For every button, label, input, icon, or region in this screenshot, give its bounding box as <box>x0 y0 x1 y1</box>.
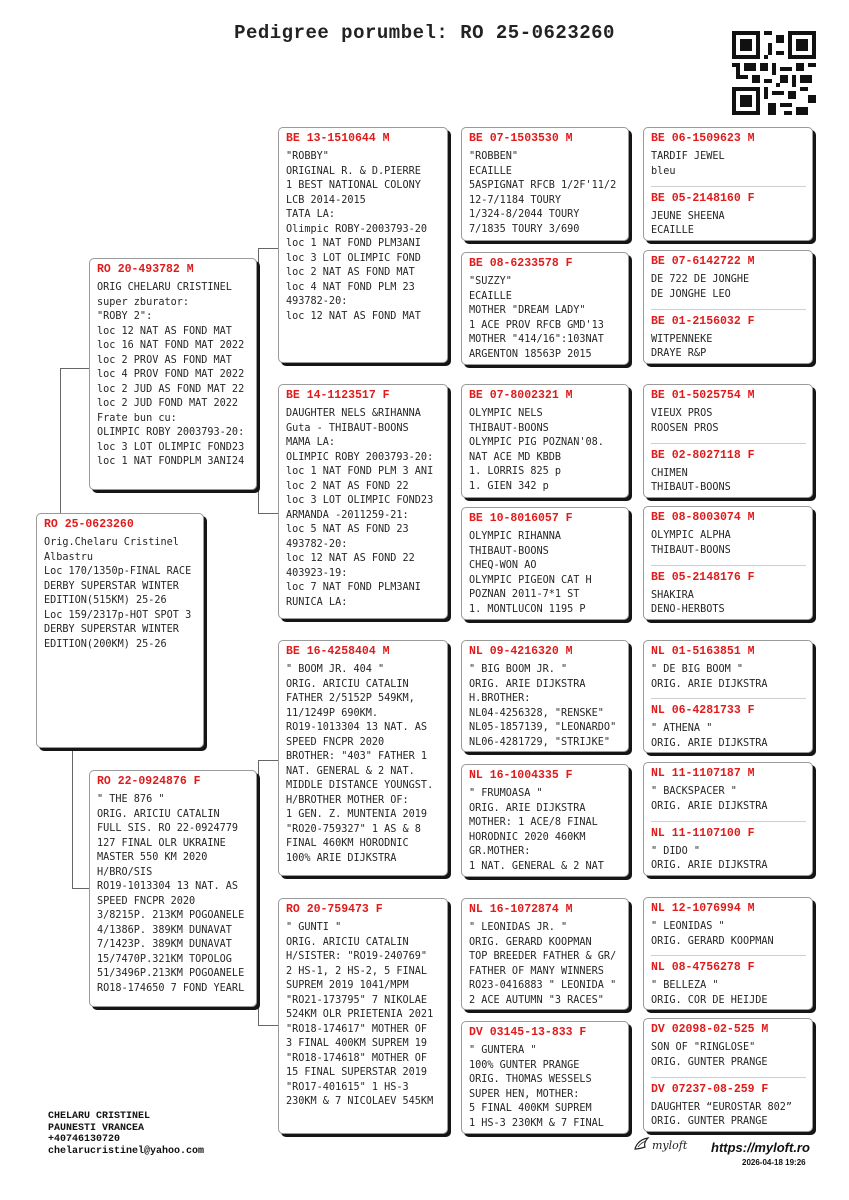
info-line: 2 HS-1, 2 HS-2, 5 FINAL <box>286 965 428 977</box>
info-line: ORIG. COR DE HEIJDE <box>651 994 768 1006</box>
info-line: H/SISTER: "RO19-240769" <box>286 951 428 962</box>
great-grandparent-card <box>461 384 629 498</box>
great-grandparent-card <box>461 898 629 1010</box>
info-line: loc 2 JUD FOND MAT 2022 <box>97 398 239 409</box>
info-line: MASTER 550 KM 2020 <box>97 852 208 863</box>
info-line: " THE 876 " <box>97 794 165 805</box>
info-line: TOP BREEDER FATHER & GR/ <box>469 951 617 962</box>
info-line: RO23-0416883 " LEONIDA " <box>469 980 617 991</box>
info-line: 1. GIEN 342 p <box>469 480 549 492</box>
qr-code-icon <box>732 31 816 115</box>
info-line: loc 3 LOT OLIMPIC FOND23 <box>97 441 245 453</box>
info-line: loc 1 NAT FONDPLM 3ANI24 <box>97 456 245 467</box>
info-line: 230KM & 7 NICOLAEV 545KM <box>286 1096 434 1107</box>
ring-id: NL 08-4756278 F <box>651 961 755 974</box>
info-line: " LEONIDAS JR. " <box>469 922 568 933</box>
info-line: loc 2 JUD AS FOND MAT 22 <box>97 383 245 395</box>
ancestor-pair-card <box>643 1018 813 1132</box>
info-line: SHAKIRA <box>651 589 694 601</box>
info-line: POZNAN 2011-7*1 ST <box>469 589 580 600</box>
ring-id: BE 08-6233578 F <box>469 257 573 270</box>
info-line: NL05-1857139, "LEONARDO" <box>469 722 617 733</box>
connector-line <box>258 1025 278 1026</box>
info-line: NL04-4256328, "RENSKE" <box>469 707 604 719</box>
great-grandparent-card <box>461 1021 629 1134</box>
info-line: OLYMPIC PIG POZNAN'08. <box>469 437 604 448</box>
owner-name: CHELARU CRISTINEL <box>48 1111 151 1122</box>
info-line: ECAILLE <box>651 225 694 236</box>
subject-card <box>36 513 204 748</box>
info-line: "RO18-174618" MOTHER OF <box>286 1052 428 1064</box>
info-line: " DE BIG BOOM " <box>651 664 744 675</box>
ring-id: BE 06-1509623 M <box>651 132 755 145</box>
owner-email: chelarucristinel@yahoo.com <box>48 1145 205 1157</box>
info-line: MIDDLE DISTANCE YOUNGST. <box>286 780 434 791</box>
info-line: ORIG CHELARU CRISTINEL <box>97 282 232 293</box>
info-line: loc 1 NAT FOND PLM 3 ANI <box>286 466 434 477</box>
ancestor-pair-card <box>643 250 813 364</box>
connector-line <box>258 760 259 1025</box>
info-line: BROTHER: "403" FATHER 1 <box>286 751 428 762</box>
info-line: OLIMPIC ROBY 2003793-20: <box>286 451 434 463</box>
info-line: Guta - THIBAUT-BOONS <box>286 422 409 434</box>
info-line: ORIG. GERARD KOOPMAN <box>469 936 592 948</box>
brand-logo-text: myloft <box>652 1139 688 1152</box>
info-line: NAT ACE MD KBDB <box>469 451 562 463</box>
info-line: loc 5 NAT AS FOND 23 <box>286 524 409 535</box>
ring-id: NL 01-5163851 M <box>651 645 755 658</box>
connector-line <box>258 760 278 761</box>
info-line: MAMA LA: <box>286 437 336 448</box>
info-line: DRAYE R&P <box>651 348 707 359</box>
info-line: CHIMEN <box>651 467 688 479</box>
owner-location: PAUNESTI VRANCEA <box>48 1122 145 1134</box>
grandparent-card <box>278 640 448 876</box>
info-line: THIBAUT-BOONS <box>469 422 549 434</box>
info-line: DAUGHTER NELS &RIHANNA <box>286 408 421 419</box>
info-line: DE JONGHE LEO <box>651 288 731 300</box>
info-line: MOTHER "DREAM LADY" <box>469 305 586 316</box>
great-grandparent-card <box>461 507 629 620</box>
info-line: 2 ACE AUTUMN "3 RACES" <box>469 994 604 1006</box>
info-line: loc 4 PROV FOND MAT 2022 <box>97 369 245 380</box>
info-line: NL06-4281729, "STRIJKE" <box>469 736 611 748</box>
page-title: Pedigree porumbel: RO 25-0623260 <box>234 22 615 44</box>
info-line: ORIG. ARIE DIJKSTRA <box>651 800 768 812</box>
info-line: OLYMPIC RIHANNA <box>469 531 562 542</box>
info-line: 1/324-8/2044 TOURY <box>469 209 580 220</box>
ring-id: DV 03145-13-833 F <box>469 1026 587 1039</box>
info-line: " BELLEZA " <box>651 980 719 991</box>
ring-id: RO 25-0623260 <box>44 518 134 531</box>
info-line: loc 3 LOT OLIMPIC FOND23 <box>286 495 434 506</box>
ring-id: DV 07237-08-259 F <box>651 1082 769 1096</box>
info-line: SUPER HEN, MOTHER: <box>469 1088 580 1100</box>
ancestor-pair-card <box>643 506 813 620</box>
info-line: ORIG. GUNTER PRANGE <box>651 1056 768 1068</box>
info-line: GR.MOTHER: <box>469 846 531 857</box>
info-line: DAUGHTER “EUROSTAR 802” <box>651 1101 793 1113</box>
info-line: EDITION(200KM) 25-26 <box>44 638 167 650</box>
info-line: 1. MONTLUCON 1195 P <box>469 603 586 615</box>
info-line: loc 12 NAT AS FOND 22 <box>286 553 415 564</box>
info-line: Albastru <box>44 551 94 563</box>
info-line: super zburator: <box>97 296 190 308</box>
info-line: " FRUMOASA " <box>469 788 543 799</box>
ring-id: RO 22-0924876 F <box>97 775 201 788</box>
info-line: 5 FINAL 400KM SUPREM <box>469 1103 592 1114</box>
info-line: Olimpic ROBY-2003793-20 <box>286 223 428 235</box>
info-line: "RO20-759327" 1 AS & 8 <box>286 823 421 835</box>
owner-phone: +40746130720 <box>48 1134 121 1145</box>
info-line: ORIG. GERARD KOOPMAN <box>651 935 774 947</box>
info-line: 1 NAT. GENERAL & 2 NAT <box>469 860 604 872</box>
info-line: H.BROTHER: <box>469 693 531 704</box>
info-line: "RO18-174617" MOTHER OF <box>286 1023 428 1035</box>
ring-id: NL 16-1004335 F <box>469 769 573 782</box>
info-line: SPEED FNCPR 2020 <box>286 736 385 748</box>
info-line: 127 FINAL OLR UKRAINE <box>97 837 226 849</box>
info-line: " DIDO " <box>651 845 701 857</box>
info-line: RO18-174650 7 FOND YEARL <box>97 982 245 994</box>
connector-line <box>72 888 90 889</box>
info-line: FULL SIS. RO 22-0924779 <box>97 823 239 834</box>
info-line: 3 FINAL 400KM SUPREM 19 <box>286 1038 428 1049</box>
brand-url[interactable]: https://myloft.ro <box>711 1140 810 1155</box>
info-line: TARDIF JEWEL <box>651 151 725 162</box>
info-line: " GUNTERA " <box>469 1045 537 1056</box>
info-line: "RO21-173795" 7 NIKOLAE <box>286 994 428 1006</box>
grandparent-card <box>278 898 448 1134</box>
connector-line <box>258 248 259 513</box>
info-line: RO19-1013304 13 NAT. AS <box>97 881 239 892</box>
info-line: Loc 170/1350p-FINAL RACE <box>44 566 192 577</box>
info-line: ORIG. ARIE DIJKSTRA <box>469 678 586 690</box>
info-line: loc 2 PROV AS FOND MAT <box>97 354 232 366</box>
owner-contact <box>48 1111 204 1157</box>
ring-id: BE 05-2148160 F <box>651 191 755 205</box>
info-line: 493782-20: <box>286 296 348 307</box>
info-line: FATHER 2/5152P 549KM, <box>286 693 415 704</box>
ring-id: RO 20-493782 M <box>97 263 194 276</box>
info-line: " GUNTI " <box>286 922 342 933</box>
info-line: VIEUX PROS <box>651 408 713 419</box>
ring-id: RO 20-759473 F <box>286 903 383 916</box>
info-line: 1 BEST NATIONAL COLONY <box>286 180 421 191</box>
ring-id: BE 01-2156032 F <box>651 314 755 328</box>
info-line: loc 12 NAT AS FOND MAT <box>97 325 232 337</box>
info-line: loc 2 NAT AS FOND MAT <box>286 267 415 278</box>
info-line: TATA LA: <box>286 209 336 220</box>
info-line: FATHER OF MANY WINNERS <box>469 965 604 977</box>
ring-id: BE 08-8003074 M <box>651 511 755 524</box>
ancestor-pair-card <box>643 384 813 498</box>
info-line: DERBY SUPERSTAR WINTER <box>44 624 179 635</box>
info-line: 12-7/1184 TOURY <box>469 194 562 206</box>
info-line: OLIMPIC ROBY 2003793-20: <box>97 427 245 438</box>
info-line: loc 12 NAT AS FOND MAT <box>286 310 421 322</box>
info-line: EDITION(515KM) 25-26 <box>44 595 167 606</box>
connector-line <box>258 513 278 514</box>
ring-id: NL 12-1076994 M <box>651 902 755 915</box>
info-line: H/BRO/SIS <box>97 866 153 878</box>
info-line: "ROBBEN" <box>469 151 519 162</box>
info-line: ORIG. GUNTER PRANGE <box>651 1116 768 1127</box>
info-line: DENO-HERBOTS <box>651 604 725 615</box>
info-line: 15/7470P.321KM TOPOLOG <box>97 953 232 965</box>
ancestor-pair-card <box>643 762 813 876</box>
info-line: SUPREM 2019 1041/MPM <box>286 980 409 991</box>
ring-id: BE 16-4258404 M <box>286 645 390 658</box>
info-line: DE 722 DE JONGHE <box>651 274 750 285</box>
info-line: Orig.Chelaru Cristinel <box>44 537 179 548</box>
info-line: ARMANDA -2011259-21: <box>286 509 409 521</box>
info-line: ROOSEN PROS <box>651 422 719 434</box>
info-line: ORIG. ARICIU CATALIN <box>286 678 409 690</box>
info-line: 5ASPIGNAT RFCB 1/2F'11/2 <box>469 180 617 191</box>
connector-line <box>60 368 61 513</box>
ancestor-pair-card <box>643 640 813 753</box>
info-line: 7/1835 TOURY 3/690 <box>469 223 580 235</box>
info-line: THIBAUT-BOONS <box>469 545 549 557</box>
info-line: ORIG. ARIE DIJKSTRA <box>651 860 768 871</box>
info-line: " ATHENA " <box>651 723 713 734</box>
info-line: bleu <box>651 165 676 177</box>
ring-id: BE 01-5025754 M <box>651 389 755 402</box>
info-line: JEUNE SHEENA <box>651 210 725 222</box>
info-line: THIBAUT-BOONS <box>651 482 731 493</box>
info-line: H/BROTHER MOTHER OF: <box>286 794 409 806</box>
ring-id: BE 07-6142722 M <box>651 255 755 268</box>
connector-line <box>60 368 89 369</box>
info-line: SON OF "RINGLOSE" <box>651 1042 756 1053</box>
info-line: Loc 159/2317p-HOT SPOT 3 <box>44 609 192 621</box>
info-line: 1. LORRIS 825 p <box>469 466 562 477</box>
ring-id: BE 05-2148176 F <box>651 570 755 584</box>
info-line: ORIG. ARIE DIJKSTRA <box>651 678 768 690</box>
ring-id: BE 07-8002321 M <box>469 389 573 402</box>
grandparent-card <box>278 384 448 619</box>
info-line: ORIG. ARICIU CATALIN <box>286 936 409 948</box>
info-line: ORIG. THOMAS WESSELS <box>469 1074 592 1085</box>
grandparent-card <box>278 127 448 363</box>
dam-card <box>89 770 257 1007</box>
info-line: ECAILLE <box>469 165 512 177</box>
info-line: 100% GUNTER PRANGE <box>469 1059 580 1071</box>
info-line: 1 GEN. Z. MUNTENIA 2019 <box>286 809 428 820</box>
info-line: LCB 2014-2015 <box>286 194 366 206</box>
ring-id: NL 16-1072874 M <box>469 903 573 916</box>
generated-date: 2026-04-18 19:26 <box>742 1158 806 1167</box>
info-line: "SUZZY" <box>469 276 512 287</box>
info-line: RUNICA LA: <box>286 596 348 608</box>
sire-card <box>89 258 257 490</box>
ring-id: BE 13-1510644 M <box>286 132 390 145</box>
connector-line <box>72 748 73 888</box>
info-line: NAT. GENERAL & 2 NAT. <box>286 765 415 777</box>
info-line: " LEONIDAS " <box>651 921 725 932</box>
info-line: 1 HS-3 230KM & 7 FINAL <box>469 1117 604 1129</box>
connector-line <box>258 248 278 249</box>
info-line: 403923-19: <box>286 567 348 579</box>
info-line: ORIG. ARIE DIJKSTRA <box>469 802 586 814</box>
info-line: 7/1423P. 389KM DUNAVAT <box>97 939 232 950</box>
ring-id: NL 11-1107100 F <box>651 826 755 840</box>
info-line: "ROBBY" <box>286 151 329 162</box>
info-line: loc 3 LOT OLIMPIC FOND <box>286 252 421 264</box>
info-line: 100% ARIE DIJKSTRA <box>286 852 397 864</box>
info-line: Frate bun cu: <box>97 412 177 424</box>
info-line: " BOOM JR. 404 " <box>286 664 385 675</box>
info-line: 1 ACE PROV RFCB GMD'13 <box>469 319 604 331</box>
ring-id: BE 14-1123517 F <box>286 389 390 402</box>
ring-id: NL 09-4216320 M <box>469 645 573 658</box>
info-line: MOTHER: 1 ACE/8 FINAL <box>469 817 598 828</box>
ring-id: NL 06-4281733 F <box>651 704 755 717</box>
great-grandparent-card <box>461 764 629 877</box>
great-grandparent-card <box>461 640 629 752</box>
info-line: OLYMPIC ALPHA <box>651 530 731 541</box>
info-line: 11/1249P 690KM. <box>286 707 379 719</box>
info-line: " BACKSPACER " <box>651 786 737 797</box>
ring-id: BE 10-8016057 F <box>469 512 573 525</box>
info-line: HORODNIC 2020 460KM <box>469 831 586 843</box>
info-line: 15 FINAL SUPERSTAR 2019 <box>286 1067 428 1078</box>
info-line: ORIG. ARICIU CATALIN <box>97 808 220 820</box>
info-line: ORIGINAL R. & D.PIERRE <box>286 165 421 177</box>
info-line: THIBAUT-BOONS <box>651 544 731 556</box>
info-line: loc 7 NAT FOND PLM3ANI <box>286 582 421 593</box>
info-line: FINAL 460KM HORODNIC <box>286 838 409 849</box>
info-line: OLYMPIC PIGEON CAT H <box>469 574 592 586</box>
ancestor-pair-card <box>643 897 813 1010</box>
info-line: DERBY SUPERSTAR WINTER <box>44 580 179 592</box>
info-line: OLYMPIC NELS <box>469 408 543 419</box>
info-line: 51/3496P.213KM POGOANELE <box>97 968 245 979</box>
great-grandparent-card <box>461 127 629 241</box>
info-line: RO19-1013304 13 NAT. AS <box>286 722 428 733</box>
info-line: MOTHER "414/16":103NAT <box>469 334 604 345</box>
info-line: loc 2 NAT AS FOND 22 <box>286 480 409 492</box>
info-line: ORIG. ARIE DIJKSTRA <box>651 737 768 749</box>
ring-id: DV 02098-02-525 M <box>651 1023 769 1036</box>
info-line: ARGENTON 18563P 2015 <box>469 348 592 360</box>
info-line: ECAILLE <box>469 290 512 302</box>
great-grandparent-card <box>461 252 629 365</box>
info-line: loc 1 NAT FOND PLM3ANI <box>286 238 421 249</box>
ring-id: BE 02-8027118 F <box>651 448 755 462</box>
info-line: 3/8215P. 213KM POGOANELE <box>97 910 245 921</box>
info-line: WITPENNEKE <box>651 333 713 345</box>
info-line: SPEED FNCPR 2020 <box>97 895 196 907</box>
ring-id: BE 07-1503530 M <box>469 132 573 145</box>
info-line: CHEQ-WON AO <box>469 560 537 571</box>
info-line: loc 16 NAT FOND MAT 2022 <box>97 340 245 351</box>
info-line: 4/1386P. 389KM DUNAVAT <box>97 924 232 936</box>
info-line: loc 4 NAT FOND PLM 23 <box>286 281 415 293</box>
ring-id: NL 11-1107187 M <box>651 767 755 780</box>
pigeon-logo-icon <box>632 1134 652 1154</box>
ancestor-pair-card <box>643 127 813 241</box>
info-line: "RO17-401615" 1 HS-3 <box>286 1081 409 1093</box>
info-line: 493782-20: <box>286 538 348 550</box>
info-line: 524KM OLR PRIETENIA 2021 <box>286 1009 434 1020</box>
info-line: " BIG BOOM JR. " <box>469 664 568 675</box>
info-line: "ROBY 2": <box>97 311 153 322</box>
